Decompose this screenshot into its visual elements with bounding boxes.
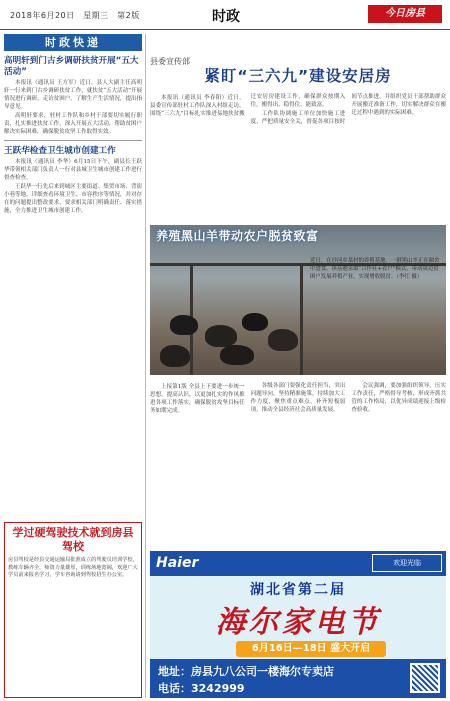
goat-shape — [242, 313, 268, 331]
article-2-paragraph: 本报讯（通讯员 李华）6月15日下午，副县长王跃华带领相关部门负责人一行对县城卫生城市创建工作进行督查检查。 — [4, 159, 142, 181]
haier-ad-top-band — [150, 551, 446, 576]
haier-ad-address: 地址：房县九八公司一楼海尔专卖店 — [158, 665, 334, 678]
masthead — [0, 0, 450, 30]
goat-shape — [220, 345, 254, 365]
article-2-headline: 王跃华检查卫生城市创建工作 — [4, 146, 116, 156]
driving-school-ad-title: 学过硬驾驶技术就到房县驾校 — [12, 526, 134, 553]
article-2-paragraph: 王跃华一行先后来到城区主要街道、集贸市场、背街小巷等地，详细查看环境卫生、市容秩序等情况，并对存在的问题提出整改要求，要求相关部门明确责任、落实措施，全力推进卫生城市创建工作。 — [4, 184, 142, 214]
goat-shape — [160, 345, 190, 367]
driving-school-ad-body: 房县驾校是经县交通运输局批准成立的驾驶员培训学校，教练车辆齐全，师资力量雄厚，训练场地宽阔，欢迎广大学员前来报名学习，学车咨询请到驾校招生办公室。 — [8, 557, 138, 579]
haier-ad-contact-band — [150, 659, 446, 698]
newspaper-logo: 今日房县 — [368, 5, 442, 23]
issue-date: 2018年6月20日 星期三 第2版 — [10, 11, 140, 20]
goat-shape — [205, 325, 237, 347]
haier-ad-date: 6月16日—18日 盛大开启 — [236, 641, 386, 657]
column-divider — [145, 34, 146, 698]
main-article-body — [150, 93, 446, 126]
goat-shape — [170, 315, 198, 335]
main-paragraph: 本报讯（通讯员 李春阳）近日，县委宣传部驻村工作队深入村组走访，围绕“三六九”目标扎实推进易地扶贫搬迁安居房建设工作，确保群众按期入住，搬得出、稳得住、能致富。 — [150, 94, 346, 117]
section-name: 时政 — [212, 9, 240, 25]
haier-badge: 欢迎光临 — [372, 554, 442, 572]
continued-paragraph: 会议强调，要加强组织领导，压实工作责任，严格督导考核，形成齐抓共管的工作格局，以优异成绩迎接上级检查验收。 — [351, 383, 446, 413]
article-1-body — [4, 79, 142, 136]
article-1-paragraph: 高明轩要求，驻村工作队和乡村干部要切实履行职责，扎实推进扶贫工作，深入开展五大活动，帮助贫困户解决实际困难，确保脱贫攻坚工作取得实效。 — [4, 113, 142, 135]
news-brief-banner: 时政快递 — [4, 34, 142, 51]
haier-ad-phone: 电话：3242999 — [158, 682, 245, 695]
continued-article-body — [150, 382, 446, 415]
haier-logo: Haier — [156, 555, 199, 571]
photo-headline: 养殖黑山羊带动农户脱贫致富 — [156, 229, 319, 243]
article-kicker: 县委宣传部 — [150, 57, 190, 66]
main-headline: 紧盯“三六九”建设安居房 — [204, 67, 392, 85]
article-1-paragraph: 本报讯（通讯员 王方军）近日，县人大副主任高明轩一行来到门古乡调研扶贫工作，就扶贫“五大活动”开展情况进行调研，走访贫困户，了解生产生活情况，提出指导意见。 — [4, 80, 142, 110]
goat-shape — [268, 329, 298, 351]
article-2-body — [4, 158, 142, 215]
haier-ad-title: 湖北省第二届 — [250, 582, 346, 598]
qr-code-icon — [410, 663, 440, 693]
continued-paragraph: 各级各部门要强化责任担当，突出问题导向，坚持精准施策，持续加大工作力度，聚焦重点难点，补齐短板弱项，推动全县经济社会高质量发展。 — [250, 383, 346, 413]
article-1-headline: 高明轩到门古乡调研扶贫开展“五大活动” — [4, 56, 139, 77]
left-column — [4, 34, 142, 215]
driving-school-ad — [4, 522, 142, 698]
haier-ad — [150, 551, 446, 698]
main-paragraph: 工作队协调施工单位加快施工进度，严把质量安全关，督促各项目按时间节点推进，并组织党员干部帮助群众开展搬迁准备工作，切实解决群众在搬迁过程中遇到的实际困难。 — [250, 94, 446, 125]
divider — [4, 140, 142, 141]
photo-caption: 近日，在沙河乡某村的养殖基地，一群黑山羊正在圈舍中进食。该基地采取“合作社+农户”模式，带动周边贫困户发展养殖产业，实现增收脱贫。（李红 摄） — [310, 258, 440, 280]
photo-caption-box — [296, 253, 446, 343]
haier-ad-slogan: 海尔家电节 — [215, 605, 381, 640]
continued-paragraph: 上接第1版 全县上下要进一步统一思想，提高认识，以更加扎实的作风推进各项工作落实，确保脱贫攻坚目标任务如期完成。 — [150, 384, 245, 414]
